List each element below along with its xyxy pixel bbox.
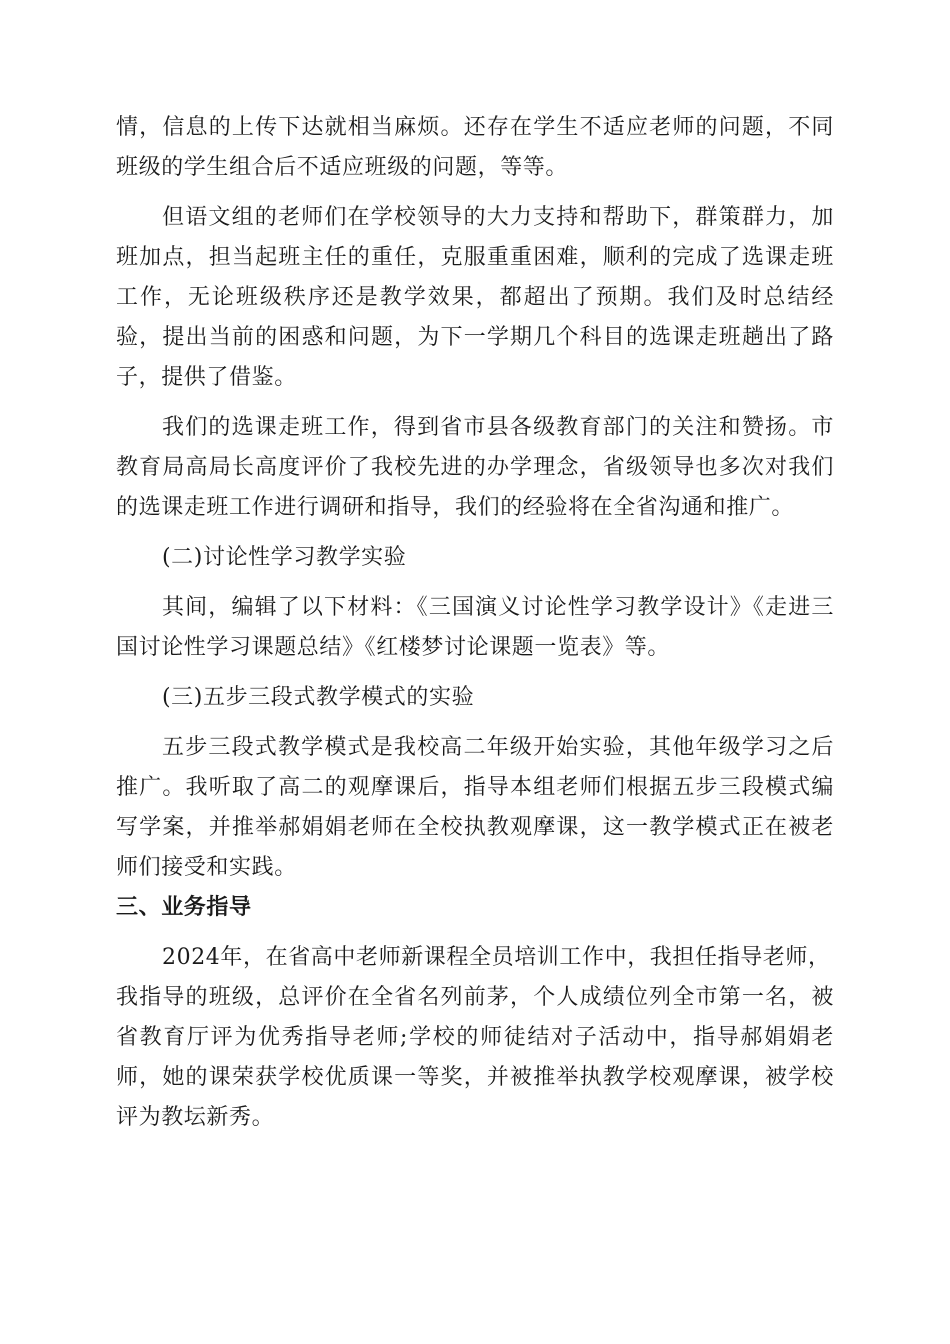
section-heading-business-guidance: 三、业务指导 (116, 895, 252, 920)
document-body (116, 108, 834, 1138)
paragraph-five-step-model: 五步三段式教学模式是我校高二年级开始实验，其他年级学习之后推广。我听取了高二的观摩课后，指导本组老师们根据五步三段模式编写学案，并推举郝娟娟老师在全校执教观摩课，这一教学模式正在被老师们接受和实践。 (116, 735, 834, 880)
subheading-discussion-learning: (二)讨论性学习教学实验 (162, 545, 407, 570)
paragraph-training-results: 我指导的班级，总评价在全省名列前茅，个人成绩位列全市第一名，被省教育厅评为优秀指导老师;学校的师徒结对子活动中，指导郝娟娟老师，她的课荣获学校优质课一等奖，并被推举执教学校观摩课，被学校评为教坛新秀。 (116, 985, 834, 1130)
paragraph-chinese-group-effort: 但语文组的老师们在学校领导的大力支持和帮助下，群策群力，加班加点，担当起班主任的重任，克服重重困难，顺利的完成了选课走班工作，无论班级秩序还是教学效果，都超出了预期。我们及时总结经验，提出当前的困惑和问题，为下一学期几个科目的选课走班趟出了路子，提供了借鉴。 (116, 205, 834, 390)
subheading-five-step-model: (三)五步三段式教学模式的实验 (162, 685, 475, 710)
paragraph-continuation: 情，信息的上传下达就相当麻烦。还存在学生不适应老师的问题，不同班级的学生组合后不适应班级的问题，等等。 (116, 115, 834, 180)
paragraph-recognition: 我们的选课走班工作，得到省市县各级教育部门的关注和赞扬。市教育局高局长高度评价了我校先进的办学理念，省级领导也多次对我们的选课走班工作进行调研和指导，我们的经验将在全省沟通和推广。 (116, 415, 834, 520)
paragraph-materials: 其间，编辑了以下材料：《三国演义讨论性学习教学设计》《走进三国讨论性学习课题总结》《红楼梦讨论课题一览表》等。 (116, 595, 834, 660)
paragraph-training-intro: 2024年，在省高中老师新课程全员培训工作中，我担任指导老师， (162, 945, 831, 970)
